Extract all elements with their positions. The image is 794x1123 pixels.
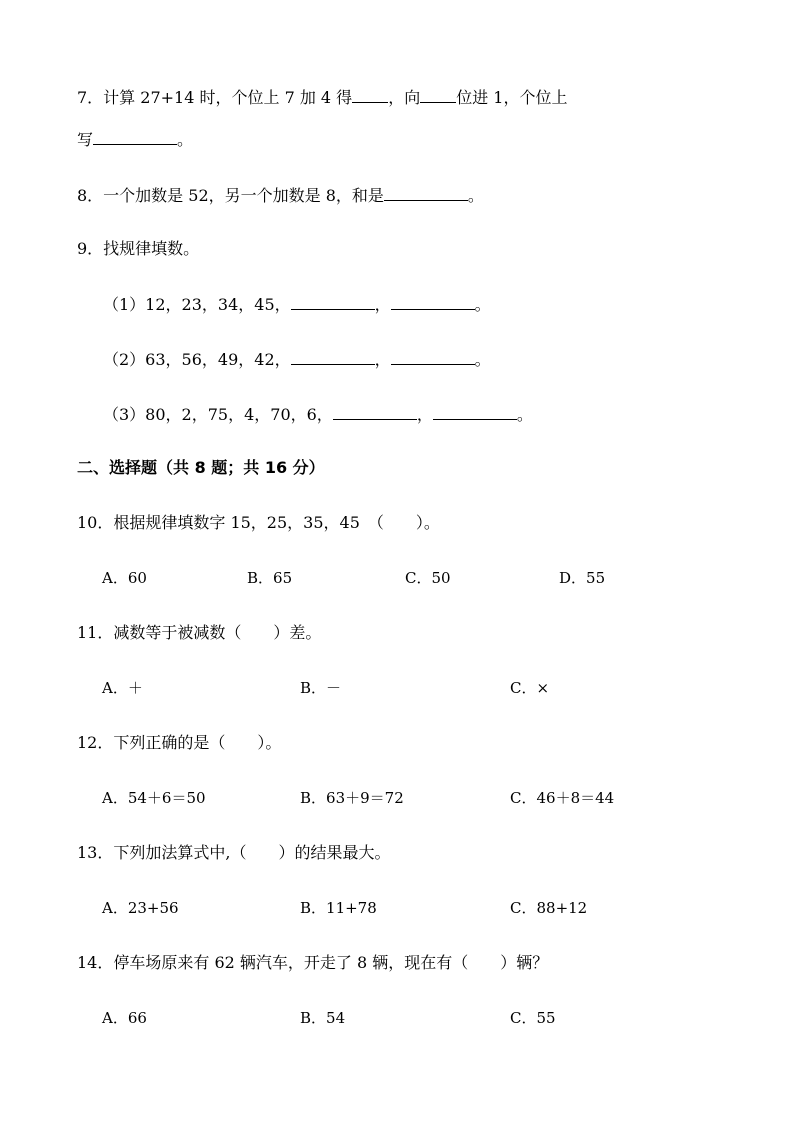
q9-s3-blank-1[interactable] [333,403,417,420]
q7-text-c: 位进 1，个位上 [456,88,568,107]
question-7-line-2 [77,128,193,151]
q10-option-d[interactable]: D．55 [559,569,606,587]
q7-blank-3[interactable] [93,128,177,145]
question-9-sub-3 [103,403,533,426]
question-10-stem: 10．根据规律填数字 15，25，35，45 （ ）。 [77,513,440,532]
q9-s2-blank-2[interactable] [391,348,475,365]
q9-s1-end: 。 [474,295,491,314]
q9-s3-blank-2[interactable] [433,403,517,420]
q8-text-b: 。 [467,186,484,205]
q7-blank-1[interactable] [352,86,388,103]
q7-text-e: 。 [177,130,194,149]
q13-option-b[interactable]: B．11+78 [300,899,377,917]
q14-option-b[interactable]: B．54 [300,1009,346,1027]
q7-text-d: 写 [77,130,94,149]
question-9-sub-2 [103,348,491,371]
q7-text-a: 7．计算 27+14 时，个位上 7 加 4 得 [77,88,353,107]
q13-option-a[interactable]: A．23+56 [102,899,179,917]
question-13-stem: 13．下列加法算式中,（ ）的结果最大。 [77,843,391,862]
q8-blank[interactable] [384,184,468,201]
q9-s1-comma: ， [374,295,391,314]
q11-option-b[interactable]: B．－ [300,679,342,697]
q12-option-a[interactable]: A．54＋6＝50 [102,789,206,807]
question-11-stem: 11．减数等于被减数（ ）差。 [77,623,322,642]
question-9-sub-1 [103,293,491,316]
q13-option-c[interactable]: C．88+12 [510,899,588,917]
q7-blank-2[interactable] [420,86,456,103]
q9-s2-text: （2）63，56，49，42， [103,350,291,369]
q14-option-a[interactable]: A．66 [102,1009,147,1027]
question-8 [77,184,484,207]
q7-text-b: ，向 [388,88,421,107]
q10-option-c[interactable]: C．50 [405,569,451,587]
q10-option-b[interactable]: B．65 [247,569,293,587]
q8-text-a: 8．一个加数是 52，另一个加数是 8，和是 [77,186,384,205]
q9-s2-comma: ， [374,350,391,369]
q12-option-c[interactable]: C．46＋8＝44 [510,789,615,807]
q10-option-a[interactable]: A．60 [102,569,147,587]
q12-option-b[interactable]: B．63＋9＝72 [300,789,404,807]
q9-s2-blank-1[interactable] [291,348,375,365]
q11-option-c[interactable]: C．× [510,679,550,697]
question-7-line-1 [77,86,567,109]
question-14-stem: 14．停车场原来有 62 辆汽车，开走了 8 辆，现在有（ ）辆？ [77,953,549,972]
section-2-heading: 二、选择题（共 8 题；共 16 分） [77,458,325,477]
q9-s1-text: （1）12，23，34，45， [103,295,291,314]
q11-option-a[interactable]: A．＋ [102,679,143,697]
q9-s1-blank-2[interactable] [391,293,475,310]
q9-s3-end: 。 [516,405,533,424]
q9-s2-end: 。 [474,350,491,369]
q14-option-c[interactable]: C．55 [510,1009,556,1027]
q9-s3-comma: ， [416,405,433,424]
q9-s3-text: （3）80，2，75，4，70，6， [103,405,333,424]
question-9-title: 9．找规律填数。 [77,239,200,258]
q9-s1-blank-1[interactable] [291,293,375,310]
question-12-stem: 12．下列正确的是（ ）。 [77,733,282,752]
